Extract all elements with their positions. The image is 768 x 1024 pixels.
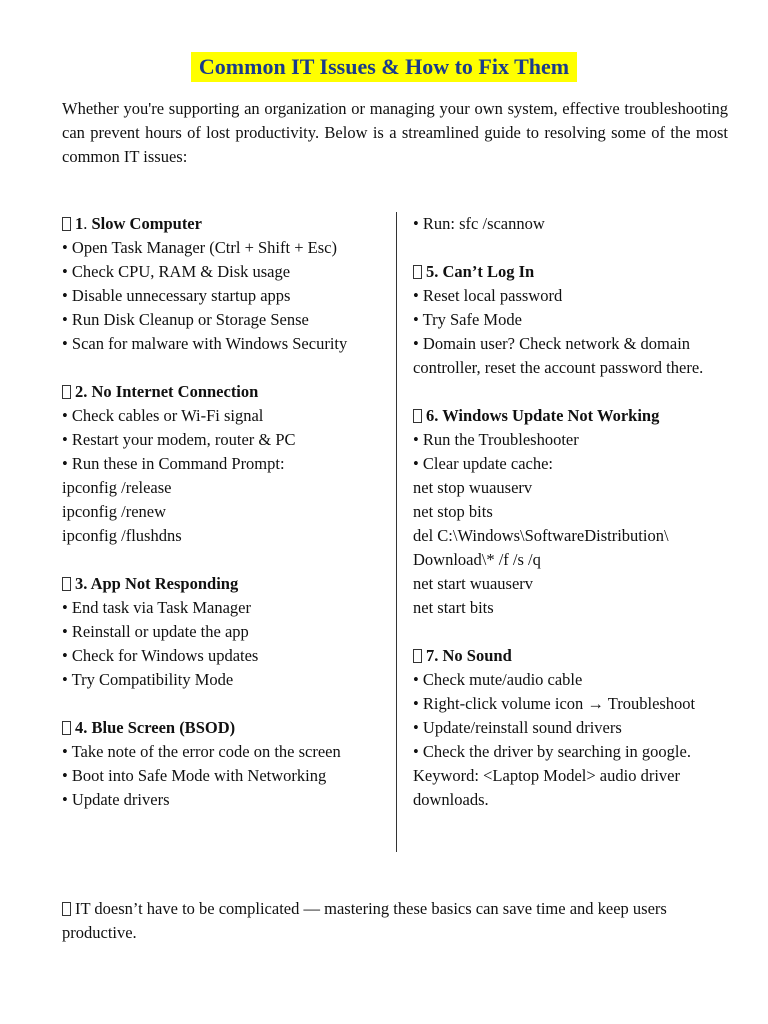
section-number: 1 [75, 214, 84, 233]
missing-glyph-icon [62, 385, 71, 399]
list-item: • Reinstall or update the app [62, 622, 249, 641]
section-heading [62, 212, 392, 236]
list-item: • Check the driver by searching in google. [413, 742, 691, 761]
list-item: • Disable unnecessary startup apps [62, 286, 291, 305]
command-line: net stop bits [413, 502, 493, 521]
list-item: • Run: sfc /scannow [413, 214, 545, 233]
title-wrap [0, 52, 768, 82]
list-item: • Scan for malware with Windows Security [62, 334, 348, 353]
left-column [62, 212, 392, 836]
section-heading [62, 716, 392, 740]
section-heading [413, 404, 733, 428]
section-windows-update [413, 404, 733, 620]
intro-paragraph: Whether you're supporting an organization or managing your own system, effective troubleshooting can prevent hours of lost productivity. Below is a streamlined guide to resolving some of the most common IT issues: [62, 99, 728, 166]
section-slow-computer [62, 212, 392, 356]
section-title: 6. Windows Update Not Working [426, 406, 660, 425]
section-title: 7. No Sound [426, 646, 512, 665]
section-title: 2. No Internet Connection [75, 382, 259, 401]
section-heading [413, 644, 733, 668]
section-cant-log-in [413, 260, 733, 380]
missing-glyph-icon [62, 217, 71, 231]
section-blue-screen [62, 716, 392, 812]
list-item: • Update/reinstall sound drivers [413, 718, 622, 737]
list-item: • Clear update cache: [413, 454, 553, 473]
missing-glyph-icon [62, 721, 71, 735]
list-item: • End task via Task Manager [62, 598, 251, 617]
section-title: Slow Computer [91, 214, 202, 233]
list-item: • Run Disk Cleanup or Storage Sense [62, 310, 309, 329]
list-item: • Check mute/audio cable [413, 670, 583, 689]
list-item: • Restart your modem, router & PC [62, 430, 296, 449]
list-item: • Run the Troubleshooter [413, 430, 579, 449]
section-app-not-responding [62, 572, 392, 692]
list-item: • Reset local password [413, 286, 563, 305]
missing-glyph-icon [413, 265, 422, 279]
list-item: • Domain user? Check network & domain controller, reset the account password there. [413, 334, 704, 377]
section-no-internet [62, 380, 392, 548]
section-heading [413, 260, 733, 284]
command-line: net stop wuauserv [413, 478, 533, 497]
section-heading [62, 572, 392, 596]
footer-text: IT doesn’t have to be complicated — mastering these basics can save time and keep users productive. [62, 899, 667, 942]
command-line: ipconfig /flushdns [62, 526, 182, 545]
section-no-sound [413, 644, 733, 812]
list-item: • Check cables or Wi-Fi signal [62, 406, 264, 425]
command-line: del C:\Windows\SoftwareDistribution\ [413, 526, 669, 545]
list-item: • Right-click volume icon → Troubleshoot [413, 694, 696, 713]
section-title: 3. App Not Responding [75, 574, 239, 593]
right-column [413, 212, 733, 836]
section-heading [62, 380, 392, 404]
command-line: net start bits [413, 598, 494, 617]
list-item: • Run these in Command Prompt: [62, 454, 285, 473]
footer-note [62, 897, 728, 945]
list-item: • Check for Windows updates [62, 646, 259, 665]
missing-glyph-icon [62, 902, 71, 916]
section-title: 4. Blue Screen (BSOD) [75, 718, 236, 737]
section-title: 5. Can’t Log In [426, 262, 535, 281]
list-item: Keyword: <Laptop Model> audio driver downloads. [413, 766, 680, 809]
command-line: net start wuauserv [413, 574, 534, 593]
section-blue-screen-continued [413, 212, 733, 236]
command-line: Download\* /f /s /q [413, 550, 541, 569]
column-divider [396, 212, 397, 852]
list-item: • Boot into Safe Mode with Networking [62, 766, 327, 785]
list-item: • Try Safe Mode [413, 310, 522, 329]
missing-glyph-icon [62, 577, 71, 591]
section-separator: . [83, 214, 92, 233]
missing-glyph-icon [413, 649, 422, 663]
list-item: • Take note of the error code on the screen [62, 742, 341, 761]
list-item: • Try Compatibility Mode [62, 670, 234, 689]
list-item: • Update drivers [62, 790, 170, 809]
page-title: Common IT Issues & How to Fix Them [191, 52, 577, 82]
command-line: ipconfig /release [62, 478, 172, 497]
list-item: • Open Task Manager (Ctrl + Shift + Esc) [62, 238, 337, 257]
missing-glyph-icon [413, 409, 422, 423]
list-item: • Check CPU, RAM & Disk usage [62, 262, 291, 281]
command-line: ipconfig /renew [62, 502, 167, 521]
